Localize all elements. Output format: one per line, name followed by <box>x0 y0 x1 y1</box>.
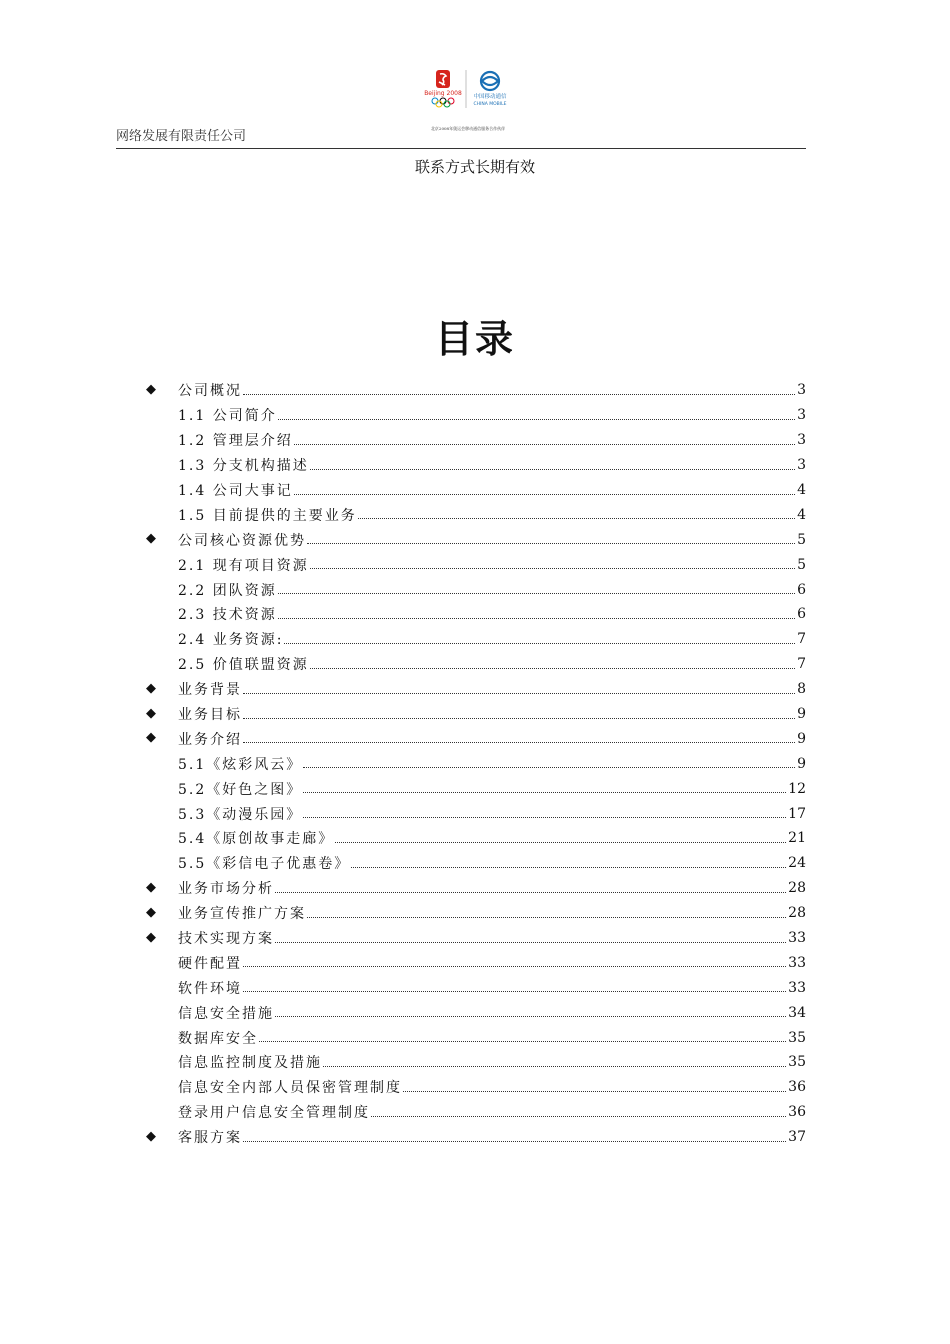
olympic-rings-icon <box>432 98 454 107</box>
toc-page-number: 4 <box>797 506 806 523</box>
dot-leader <box>371 1116 786 1117</box>
toc-entry-text: 数据库安全 <box>178 1030 258 1047</box>
dot-leader <box>351 867 786 868</box>
page-header <box>116 60 806 149</box>
toc-entry-text: 5.5《彩信电子优惠卷》 <box>178 856 351 873</box>
diamond-bullet-icon: ◆ <box>146 705 156 721</box>
toc-entry-text: 信息安全措施 <box>178 1005 274 1022</box>
toc-entry[interactable] <box>146 876 806 901</box>
dot-leader <box>307 917 786 918</box>
toc-page-number: 9 <box>797 706 806 723</box>
toc-page-number: 6 <box>797 581 806 598</box>
company-name: 网络发展有限责任公司 <box>116 129 247 144</box>
toc-entry[interactable] <box>146 577 806 602</box>
dot-leader <box>243 966 786 967</box>
toc-entry-text: 技术实现方案 <box>178 931 274 948</box>
toc-entry-text: 公司核心资源优势 <box>178 532 306 549</box>
dot-leader <box>278 419 795 420</box>
toc-entry[interactable] <box>146 527 806 552</box>
toc-entry[interactable] <box>146 950 806 975</box>
dot-leader <box>335 842 786 843</box>
dot-leader <box>403 1091 786 1092</box>
toc-page-number: 9 <box>797 730 806 747</box>
toc-entry-text: 1.1 公司简介 <box>178 408 277 425</box>
toc-page-number: 33 <box>788 954 806 971</box>
toc-entry-text: 信息安全内部人员保密管理制度 <box>178 1080 402 1097</box>
toc-entry[interactable] <box>146 1000 806 1025</box>
toc-entry[interactable] <box>146 677 806 702</box>
toc-entry-text: 2.5 价值联盟资源 <box>178 657 309 674</box>
dot-leader <box>294 444 795 445</box>
toc-entry-text: 1.4 公司大事记 <box>178 483 293 499</box>
toc-page-number: 33 <box>788 930 806 947</box>
dot-leader <box>275 1016 786 1017</box>
dot-leader <box>358 518 795 519</box>
dot-leader <box>310 668 795 669</box>
toc-page-number: 6 <box>797 606 806 623</box>
dot-leader <box>294 494 795 495</box>
dot-leader <box>303 792 786 793</box>
toc-entry[interactable] <box>146 453 806 478</box>
toc-entry-text: 登录用户信息安全管理制度 <box>178 1105 370 1122</box>
toc-entry[interactable] <box>146 378 806 403</box>
toc-entry[interactable] <box>146 751 806 776</box>
toc-page-number: 3 <box>797 432 806 449</box>
dot-leader <box>243 394 795 395</box>
toc-entry-text: 2.1 现有项目资源 <box>178 557 309 574</box>
toc-entry[interactable] <box>146 776 806 801</box>
toc-page-number: 28 <box>788 905 806 922</box>
toc-entry[interactable] <box>146 627 806 652</box>
dot-leader <box>243 742 795 743</box>
china-mobile-cn-name: 中国移动通信 <box>473 94 507 100</box>
toc-entry[interactable] <box>146 403 806 428</box>
toc-entry-text: 业务背景 <box>178 682 242 699</box>
toc-entry[interactable] <box>146 702 806 727</box>
toc-entry-text: 5.3《动漫乐园》 <box>178 806 303 823</box>
toc-page-number: 3 <box>797 407 806 424</box>
toc-entry[interactable] <box>146 1025 806 1050</box>
diamond-bullet-icon: ◆ <box>146 929 156 945</box>
toc-page-number: 35 <box>788 1054 806 1071</box>
toc-page-number: 7 <box>797 656 806 673</box>
dot-leader <box>275 892 786 893</box>
diamond-bullet-icon: ◆ <box>146 879 156 895</box>
toc-page-number: 4 <box>797 482 806 498</box>
toc-entry-text: 2.2 团队资源 <box>178 582 277 599</box>
toc-page-number: 34 <box>788 1004 806 1021</box>
toc-entry-text: 2.3 技术资源 <box>178 607 277 624</box>
dot-leader <box>310 568 795 569</box>
toc-entry[interactable] <box>146 502 806 527</box>
diamond-bullet-icon: ◆ <box>146 730 156 746</box>
toc-entry[interactable] <box>146 975 806 1000</box>
toc-entry-text: 5.4《原创故事走廊》 <box>178 831 335 848</box>
diamond-bullet-icon: ◆ <box>146 531 156 547</box>
dot-leader <box>243 991 786 992</box>
toc-page-number: 17 <box>788 805 806 822</box>
dot-leader <box>303 767 795 768</box>
contact-notice: 联系方式长期有效 <box>414 158 535 176</box>
toc-page-number: 37 <box>788 1129 806 1146</box>
toc-entry-text: 5.2《好色之图》 <box>178 781 303 798</box>
sponsor-logo <box>418 68 518 144</box>
toc-entry-text: 1.3 分支机构描述 <box>178 458 309 475</box>
toc-page-number: 33 <box>788 979 806 996</box>
toc-page-number: 7 <box>797 631 806 648</box>
china-mobile-logo-icon <box>481 72 499 90</box>
toc-entry-text: 客服方案 <box>178 1130 242 1147</box>
toc-entry[interactable] <box>146 851 806 876</box>
toc-page-number: 24 <box>788 855 806 872</box>
toc-page-number: 21 <box>788 830 806 847</box>
logo-caption: 北京2008年奥运会移动通信服务合作伙伴 <box>430 126 506 131</box>
toc-page-number: 9 <box>797 755 806 772</box>
toc-page-number: 8 <box>797 681 806 698</box>
diamond-bullet-icon: ◆ <box>146 1128 156 1144</box>
toc-entry-text: 业务目标 <box>178 707 242 724</box>
toc-page-number: 3 <box>797 382 806 399</box>
dot-leader <box>275 942 786 943</box>
toc-entry[interactable] <box>146 652 806 677</box>
toc-entry[interactable] <box>146 1075 806 1100</box>
toc-entry-text: 业务宣传推广方案 <box>178 906 306 923</box>
toc-entry-text: 1.2 管理层介绍 <box>178 433 293 450</box>
toc-entry-text: 硬件配置 <box>178 955 242 972</box>
toc-entry-text: 公司概况 <box>178 383 242 400</box>
dot-leader <box>310 469 795 470</box>
table-of-contents <box>146 378 806 1150</box>
toc-entry[interactable] <box>146 1050 806 1075</box>
dot-leader <box>259 1041 786 1042</box>
dot-leader <box>243 1141 786 1142</box>
diamond-bullet-icon: ◆ <box>146 904 156 920</box>
dot-leader <box>243 718 795 719</box>
toc-entry[interactable] <box>146 826 806 851</box>
toc-entry[interactable] <box>146 552 806 577</box>
toc-entry-text: 业务介绍 <box>178 731 242 748</box>
dot-leader <box>323 1066 786 1067</box>
dot-leader <box>243 693 795 694</box>
toc-entry-text: 2.4 业务资源: <box>178 632 284 649</box>
diamond-bullet-icon: ◆ <box>146 680 156 696</box>
beijing-emblem-text: Beijing 2008 <box>424 90 462 97</box>
toc-page-number: 28 <box>788 880 806 897</box>
toc-entry[interactable] <box>146 1100 806 1125</box>
toc-entry-text: 软件环境 <box>178 980 242 997</box>
toc-entry[interactable] <box>146 602 806 627</box>
dot-leader <box>278 618 795 619</box>
dot-leader <box>284 643 795 644</box>
dot-leader <box>307 543 795 544</box>
toc-entry-text: 5.1《炫彩风云》 <box>178 756 303 773</box>
diamond-bullet-icon: ◆ <box>146 382 156 397</box>
toc-page-number: 5 <box>797 556 806 573</box>
toc-entry[interactable] <box>146 428 806 453</box>
toc-entry[interactable] <box>146 801 806 826</box>
dot-leader <box>278 593 795 594</box>
china-mobile-en-name: CHINA MOBILE <box>473 102 507 107</box>
toc-page-number: 36 <box>788 1104 806 1121</box>
toc-entry[interactable] <box>146 1125 806 1150</box>
toc-entry-text: 业务市场分析 <box>178 881 274 898</box>
toc-entry-text: 信息监控制度及措施 <box>178 1055 322 1072</box>
toc-entry[interactable] <box>146 901 806 926</box>
toc-page-number: 35 <box>788 1029 806 1046</box>
toc-entry[interactable] <box>146 478 806 503</box>
toc-page-number: 36 <box>788 1079 806 1096</box>
toc-page-number: 3 <box>797 457 806 474</box>
toc-title: 目录 <box>434 317 515 361</box>
toc-page-number: 12 <box>788 780 806 797</box>
dot-leader <box>303 817 786 818</box>
toc-entry-text: 1.5 目前提供的主要业务 <box>178 507 357 524</box>
toc-entry[interactable] <box>146 726 806 751</box>
toc-page-number: 5 <box>797 531 806 548</box>
toc-entry[interactable] <box>146 926 806 951</box>
